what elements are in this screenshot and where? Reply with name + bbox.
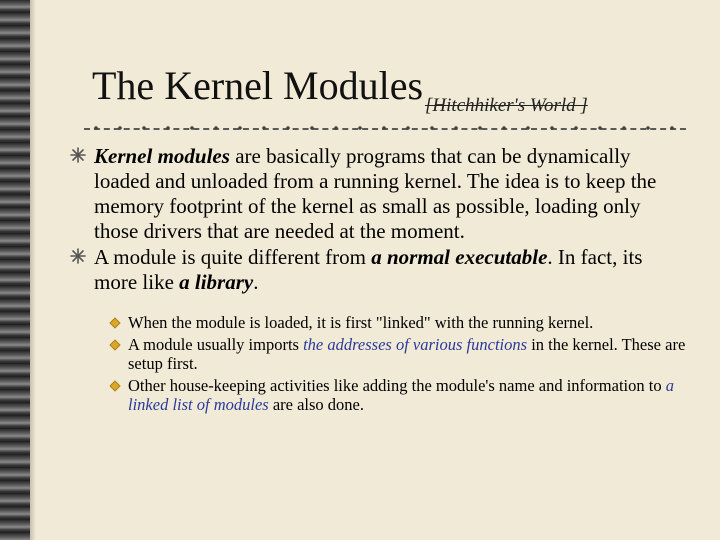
sub-bullet-housekeeping [110, 376, 690, 414]
diamond-icon [109, 317, 120, 328]
module-diff-post: . [253, 270, 259, 294]
linked-list-link[interactable]: a linked list of modules [128, 376, 674, 414]
sub-bullet-housekeeping-pre: Other house-keeping activities like adding the module's name and information to [128, 376, 666, 395]
module-diff-mid: . In fact, its more like [94, 245, 643, 294]
sub-bullet-imports-pre: A module usually imports [128, 335, 304, 354]
sub-bullet-imports [110, 335, 690, 373]
title-divider-dots [84, 122, 686, 134]
slide-title [92, 63, 588, 116]
normal-executable-term: a normal executable [371, 245, 548, 269]
diamond-icon [109, 380, 120, 391]
title-suffix: [Hitchhiker's World ] [425, 95, 588, 116]
title-main: The Kernel Modules [92, 63, 424, 108]
asterisk-cross-icon [70, 147, 86, 163]
library-term: a library [179, 270, 254, 294]
spiral-binding [0, 0, 30, 540]
slide-body [70, 144, 690, 417]
addresses-link[interactable]: the addresses of various functions [303, 335, 528, 354]
sub-bullet-list [110, 313, 690, 414]
module-diff-pre: A module is quite different from [94, 245, 372, 269]
sub-bullet-linked-text: When the module is loaded, it is first "linked" with the running kernel. [128, 313, 594, 332]
sub-bullet-housekeeping-post: are also done. [268, 395, 364, 414]
diamond-icon [109, 339, 120, 350]
kernel-modules-text: are basically programs that can be dynamically loaded and unloaded from a running kernel. The idea is to keep the memory footprint of the kernel as small as possible, loading only those drivers that are needed at the moment. [94, 144, 657, 243]
bullet-kernel-modules [70, 144, 690, 244]
kernel-modules-term: Kernel modules [94, 144, 230, 168]
sub-bullet-linked [110, 313, 690, 332]
bullet-module-difference [70, 245, 690, 295]
asterisk-cross-icon [70, 248, 86, 264]
sub-bullet-imports-post: in the kernel. These are setup first. [128, 335, 686, 373]
